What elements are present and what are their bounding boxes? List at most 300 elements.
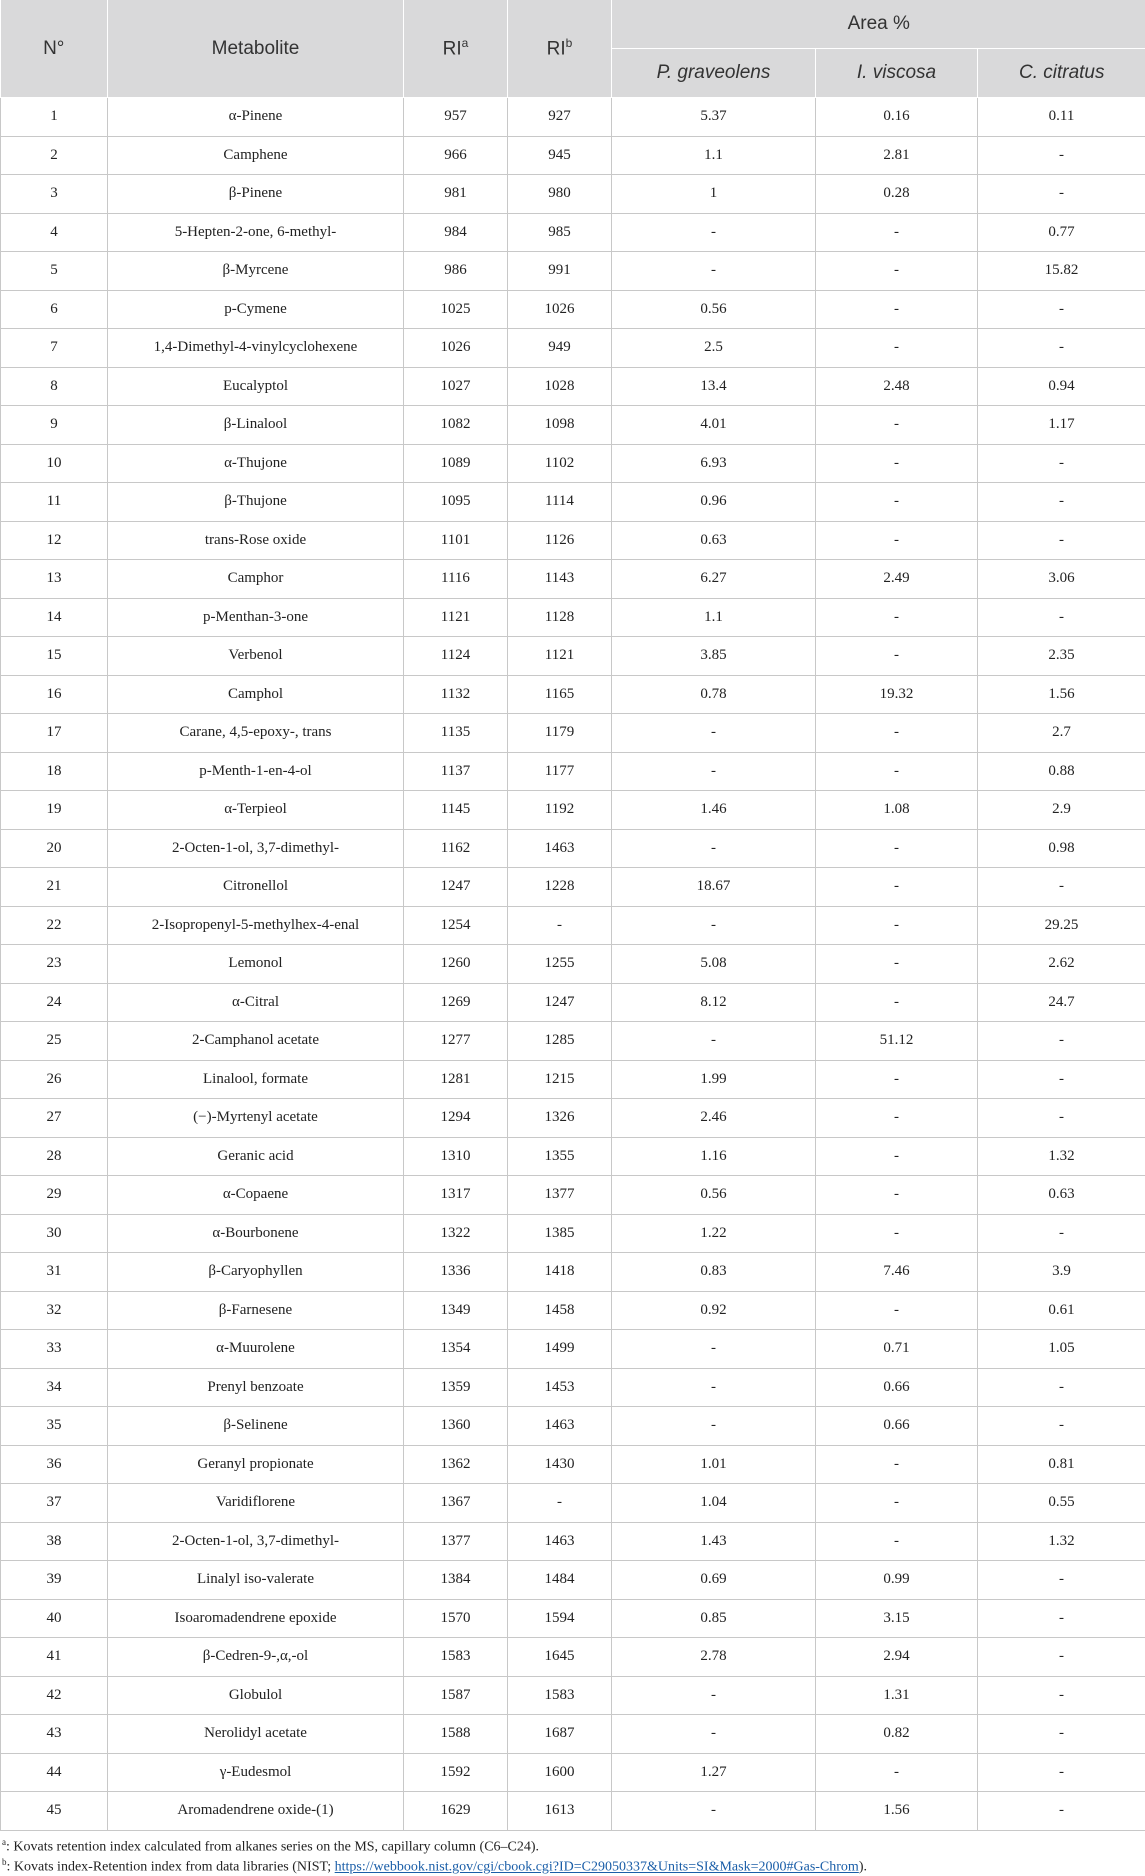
cell-ri-b: 1583 xyxy=(508,1676,612,1715)
cell-number: 19 xyxy=(1,791,108,830)
cell-number: 14 xyxy=(1,598,108,637)
cell-ri-b: 1285 xyxy=(508,1022,612,1061)
cell-metabolite: α-Terpieol xyxy=(108,791,404,830)
cell-i-viscosa: - xyxy=(816,290,978,329)
cell-p-graveolens: - xyxy=(612,829,816,868)
cell-metabolite: Eucalyptol xyxy=(108,367,404,406)
cell-i-viscosa: 51.12 xyxy=(816,1022,978,1061)
cell-ri-a: 1384 xyxy=(404,1561,508,1600)
cell-ri-b: 1228 xyxy=(508,868,612,907)
cell-p-graveolens: - xyxy=(612,1330,816,1369)
cell-c-citratus: 29.25 xyxy=(978,906,1145,945)
cell-ri-b: 1255 xyxy=(508,945,612,984)
cell-number: 40 xyxy=(1,1599,108,1638)
cell-c-citratus: - xyxy=(978,1753,1145,1792)
cell-c-citratus: - xyxy=(978,444,1145,483)
cell-ri-a: 1026 xyxy=(404,329,508,368)
table-row xyxy=(1,1022,1145,1061)
table-row xyxy=(1,1599,1145,1638)
cell-ri-a: 1132 xyxy=(404,675,508,714)
cell-i-viscosa: - xyxy=(816,213,978,252)
cell-metabolite: 2-Isopropenyl-5-methylhex-4-enal xyxy=(108,906,404,945)
cell-metabolite: β-Farnesene xyxy=(108,1291,404,1330)
cell-ri-b: 1098 xyxy=(508,406,612,445)
table-row xyxy=(1,483,1145,522)
cell-c-citratus: - xyxy=(978,1060,1145,1099)
cell-c-citratus: - xyxy=(978,1022,1145,1061)
cell-ri-b: 1177 xyxy=(508,752,612,791)
cell-metabolite: Linalool, formate xyxy=(108,1060,404,1099)
cell-p-graveolens: 1.43 xyxy=(612,1522,816,1561)
nist-link[interactable]: https://webbook.nist.gov/cgi/cbook.cgi?ID=C29050337&Units=SI&Mask=2000#Gas-Chrom xyxy=(335,1860,859,1875)
cell-number: 17 xyxy=(1,714,108,753)
cell-ri-b: 1128 xyxy=(508,598,612,637)
cell-p-graveolens: 0.78 xyxy=(612,675,816,714)
cell-number: 2 xyxy=(1,136,108,175)
table-row xyxy=(1,1676,1145,1715)
cell-p-graveolens: - xyxy=(612,714,816,753)
table-row xyxy=(1,1291,1145,1330)
cell-c-citratus: - xyxy=(978,329,1145,368)
cell-number: 10 xyxy=(1,444,108,483)
cell-ri-b: - xyxy=(508,1484,612,1523)
cell-ri-b: 1179 xyxy=(508,714,612,753)
cell-i-viscosa: 7.46 xyxy=(816,1253,978,1292)
cell-ri-b: 927 xyxy=(508,98,612,137)
cell-number: 27 xyxy=(1,1099,108,1138)
cell-c-citratus: - xyxy=(978,1792,1145,1831)
table-row xyxy=(1,1176,1145,1215)
cell-number: 24 xyxy=(1,983,108,1022)
cell-ri-a: 1101 xyxy=(404,521,508,560)
cell-number: 38 xyxy=(1,1522,108,1561)
cell-p-graveolens: 2.78 xyxy=(612,1638,816,1677)
cell-metabolite: β-Caryophyllen xyxy=(108,1253,404,1292)
cell-ri-b: 1499 xyxy=(508,1330,612,1369)
cell-ri-a: 1377 xyxy=(404,1522,508,1561)
cell-p-graveolens: 0.85 xyxy=(612,1599,816,1638)
cell-i-viscosa: 0.28 xyxy=(816,175,978,214)
cell-i-viscosa: - xyxy=(816,483,978,522)
cell-p-graveolens: 0.96 xyxy=(612,483,816,522)
cell-number: 32 xyxy=(1,1291,108,1330)
cell-metabolite: α-Copaene xyxy=(108,1176,404,1215)
cell-p-graveolens: 0.56 xyxy=(612,1176,816,1215)
cell-p-graveolens: 5.37 xyxy=(612,98,816,137)
cell-p-graveolens: - xyxy=(612,1407,816,1446)
cell-ri-a: 1162 xyxy=(404,829,508,868)
cell-number: 39 xyxy=(1,1561,108,1600)
cell-p-graveolens: - xyxy=(612,752,816,791)
cell-metabolite: Verbenol xyxy=(108,637,404,676)
cell-metabolite: Camphol xyxy=(108,675,404,714)
cell-p-graveolens: 6.27 xyxy=(612,560,816,599)
cell-i-viscosa: 0.82 xyxy=(816,1715,978,1754)
cell-metabolite: 5-Hepten-2-one, 6-methyl- xyxy=(108,213,404,252)
header-p-graveolens: P. graveolens xyxy=(612,49,816,98)
cell-number: 28 xyxy=(1,1137,108,1176)
cell-p-graveolens: 0.92 xyxy=(612,1291,816,1330)
cell-ri-a: 1082 xyxy=(404,406,508,445)
cell-ri-b: 1463 xyxy=(508,1407,612,1446)
cell-c-citratus: 3.06 xyxy=(978,560,1145,599)
cell-i-viscosa: 19.32 xyxy=(816,675,978,714)
cell-ri-b: 1463 xyxy=(508,1522,612,1561)
table-row xyxy=(1,1484,1145,1523)
cell-number: 4 xyxy=(1,213,108,252)
cell-c-citratus: 2.35 xyxy=(978,637,1145,676)
cell-c-citratus: - xyxy=(978,1099,1145,1138)
header-number: N° xyxy=(1,0,108,98)
cell-number: 22 xyxy=(1,906,108,945)
cell-i-viscosa: 2.94 xyxy=(816,1638,978,1677)
header-i-viscosa: I. viscosa xyxy=(816,49,978,98)
cell-metabolite: 2-Camphanol acetate xyxy=(108,1022,404,1061)
cell-metabolite: β-Myrcene xyxy=(108,252,404,291)
cell-metabolite: α-Citral xyxy=(108,983,404,1022)
table-row xyxy=(1,329,1145,368)
table-row xyxy=(1,136,1145,175)
table-row xyxy=(1,906,1145,945)
cell-metabolite: Lemonol xyxy=(108,945,404,984)
cell-i-viscosa: 0.99 xyxy=(816,1561,978,1600)
cell-p-graveolens: - xyxy=(612,1676,816,1715)
cell-i-viscosa: 2.81 xyxy=(816,136,978,175)
cell-i-viscosa: - xyxy=(816,444,978,483)
cell-ri-a: 966 xyxy=(404,136,508,175)
cell-c-citratus: 1.32 xyxy=(978,1522,1145,1561)
cell-c-citratus: - xyxy=(978,521,1145,560)
cell-ri-a: 1294 xyxy=(404,1099,508,1138)
cell-p-graveolens: 18.67 xyxy=(612,868,816,907)
header-ri-a: $RI^a$ xyxy=(404,0,508,98)
cell-i-viscosa: - xyxy=(816,329,978,368)
cell-c-citratus: - xyxy=(978,1407,1145,1446)
cell-i-viscosa: - xyxy=(816,1214,978,1253)
cell-c-citratus: 0.55 xyxy=(978,1484,1145,1523)
cell-c-citratus: 1.17 xyxy=(978,406,1145,445)
cell-metabolite: Aromadendrene oxide-(1) xyxy=(108,1792,404,1831)
cell-p-graveolens: 1.27 xyxy=(612,1753,816,1792)
cell-ri-b: 980 xyxy=(508,175,612,214)
cell-p-graveolens: 2.46 xyxy=(612,1099,816,1138)
cell-p-graveolens: 0.83 xyxy=(612,1253,816,1292)
cell-ri-b: 1192 xyxy=(508,791,612,830)
cell-i-viscosa: 3.15 xyxy=(816,1599,978,1638)
table-row xyxy=(1,1137,1145,1176)
cell-c-citratus: - xyxy=(978,1638,1145,1677)
cell-ri-b: 1126 xyxy=(508,521,612,560)
cell-p-graveolens: 0.63 xyxy=(612,521,816,560)
cell-number: 20 xyxy=(1,829,108,868)
table-row xyxy=(1,1445,1145,1484)
cell-c-citratus: 2.9 xyxy=(978,791,1145,830)
cell-ri-b: 1687 xyxy=(508,1715,612,1754)
cell-i-viscosa: 0.66 xyxy=(816,1368,978,1407)
cell-number: 12 xyxy=(1,521,108,560)
cell-i-viscosa: - xyxy=(816,868,978,907)
cell-metabolite: p-Menth-1-en-4-ol xyxy=(108,752,404,791)
cell-c-citratus: 3.9 xyxy=(978,1253,1145,1292)
cell-ri-b: 1326 xyxy=(508,1099,612,1138)
cell-ri-a: 1587 xyxy=(404,1676,508,1715)
cell-p-graveolens: - xyxy=(612,213,816,252)
cell-ri-b: 1453 xyxy=(508,1368,612,1407)
cell-number: 45 xyxy=(1,1792,108,1831)
cell-number: 35 xyxy=(1,1407,108,1446)
table-header xyxy=(1,0,1145,98)
table-row xyxy=(1,868,1145,907)
cell-c-citratus: 1.56 xyxy=(978,675,1145,714)
table-row xyxy=(1,560,1145,599)
cell-p-graveolens: 4.01 xyxy=(612,406,816,445)
cell-i-viscosa: - xyxy=(816,906,978,945)
cell-c-citratus: - xyxy=(978,1676,1145,1715)
cell-metabolite: β-Linalool xyxy=(108,406,404,445)
cell-c-citratus: 2.62 xyxy=(978,945,1145,984)
cell-i-viscosa: - xyxy=(816,1445,978,1484)
cell-ri-a: 1277 xyxy=(404,1022,508,1061)
cell-ri-b: 1355 xyxy=(508,1137,612,1176)
cell-ri-b: 1463 xyxy=(508,829,612,868)
cell-i-viscosa: - xyxy=(816,752,978,791)
cell-c-citratus: - xyxy=(978,598,1145,637)
cell-ri-b: 991 xyxy=(508,252,612,291)
cell-ri-b: 1102 xyxy=(508,444,612,483)
cell-p-graveolens: 0.69 xyxy=(612,1561,816,1600)
table-row xyxy=(1,1407,1145,1446)
cell-metabolite: α-Pinene xyxy=(108,98,404,137)
cell-ri-a: 1629 xyxy=(404,1792,508,1831)
table-row xyxy=(1,1715,1145,1754)
cell-i-viscosa: - xyxy=(816,983,978,1022)
cell-metabolite: β-Pinene xyxy=(108,175,404,214)
cell-number: 42 xyxy=(1,1676,108,1715)
table-row xyxy=(1,791,1145,830)
table-row xyxy=(1,213,1145,252)
cell-c-citratus: - xyxy=(978,290,1145,329)
cell-number: 43 xyxy=(1,1715,108,1754)
cell-p-graveolens: 1.46 xyxy=(612,791,816,830)
cell-p-graveolens: - xyxy=(612,1022,816,1061)
table-row xyxy=(1,98,1145,137)
cell-number: 21 xyxy=(1,868,108,907)
cell-p-graveolens: - xyxy=(612,906,816,945)
cell-metabolite: Geranyl propionate xyxy=(108,1445,404,1484)
cell-ri-a: 984 xyxy=(404,213,508,252)
cell-p-graveolens: 5.08 xyxy=(612,945,816,984)
cell-i-viscosa: - xyxy=(816,1753,978,1792)
cell-number: 34 xyxy=(1,1368,108,1407)
cell-metabolite: α-Muurolene xyxy=(108,1330,404,1369)
cell-number: 6 xyxy=(1,290,108,329)
cell-ri-a: 1362 xyxy=(404,1445,508,1484)
cell-ri-a: 1124 xyxy=(404,637,508,676)
cell-c-citratus: 2.7 xyxy=(978,714,1145,753)
cell-ri-a: 1089 xyxy=(404,444,508,483)
cell-p-graveolens: 1.01 xyxy=(612,1445,816,1484)
cell-c-citratus: - xyxy=(978,868,1145,907)
cell-metabolite: Prenyl benzoate xyxy=(108,1368,404,1407)
cell-number: 41 xyxy=(1,1638,108,1677)
cell-number: 37 xyxy=(1,1484,108,1523)
cell-p-graveolens: 1.04 xyxy=(612,1484,816,1523)
cell-c-citratus: - xyxy=(978,1599,1145,1638)
cell-ri-b: 1247 xyxy=(508,983,612,1022)
table-row xyxy=(1,1330,1145,1369)
cell-ri-a: 1336 xyxy=(404,1253,508,1292)
table-row xyxy=(1,1638,1145,1677)
cell-ri-b: 1143 xyxy=(508,560,612,599)
cell-metabolite: Camphor xyxy=(108,560,404,599)
table-row xyxy=(1,1368,1145,1407)
cell-metabolite: Camphene xyxy=(108,136,404,175)
cell-ri-b: 1114 xyxy=(508,483,612,522)
cell-p-graveolens: 2.5 xyxy=(612,329,816,368)
cell-metabolite: trans-Rose oxide xyxy=(108,521,404,560)
cell-metabolite: 1,4-Dimethyl-4-vinylcyclohexene xyxy=(108,329,404,368)
cell-i-viscosa: - xyxy=(816,252,978,291)
table-row xyxy=(1,1253,1145,1292)
cell-p-graveolens: 1.16 xyxy=(612,1137,816,1176)
cell-metabolite: Varidiflorene xyxy=(108,1484,404,1523)
cell-i-viscosa: - xyxy=(816,1484,978,1523)
cell-metabolite: γ-Eudesmol xyxy=(108,1753,404,1792)
table-row xyxy=(1,444,1145,483)
cell-i-viscosa: - xyxy=(816,1176,978,1215)
cell-p-graveolens: 6.93 xyxy=(612,444,816,483)
cell-ri-a: 1359 xyxy=(404,1368,508,1407)
cell-c-citratus: 0.88 xyxy=(978,752,1145,791)
table-row xyxy=(1,406,1145,445)
cell-ri-b: - xyxy=(508,906,612,945)
cell-p-graveolens: 0.56 xyxy=(612,290,816,329)
cell-i-viscosa: 2.49 xyxy=(816,560,978,599)
cell-ri-b: 1430 xyxy=(508,1445,612,1484)
cell-number: 11 xyxy=(1,483,108,522)
cell-number: 3 xyxy=(1,175,108,214)
cell-number: 44 xyxy=(1,1753,108,1792)
cell-c-citratus: 0.81 xyxy=(978,1445,1145,1484)
cell-ri-b: 1645 xyxy=(508,1638,612,1677)
footnote-a: $^a$: Kovats retention index calculated from alkanes series on the MS, capillary column (C6–C24). xyxy=(2,1837,539,1856)
cell-c-citratus: - xyxy=(978,483,1145,522)
cell-number: 36 xyxy=(1,1445,108,1484)
cell-p-graveolens: 3.85 xyxy=(612,637,816,676)
cell-number: 9 xyxy=(1,406,108,445)
cell-c-citratus: - xyxy=(978,1368,1145,1407)
cell-number: 8 xyxy=(1,367,108,406)
cell-ri-a: 1247 xyxy=(404,868,508,907)
cell-metabolite: p-Cymene xyxy=(108,290,404,329)
cell-ri-b: 1418 xyxy=(508,1253,612,1292)
cell-c-citratus: - xyxy=(978,1561,1145,1600)
cell-p-graveolens: 1 xyxy=(612,175,816,214)
cell-metabolite: β-Selinene xyxy=(108,1407,404,1446)
cell-ri-a: 1354 xyxy=(404,1330,508,1369)
cell-ri-a: 1322 xyxy=(404,1214,508,1253)
cell-p-graveolens: 1.1 xyxy=(612,598,816,637)
cell-c-citratus: 24.7 xyxy=(978,983,1145,1022)
cell-ri-b: 985 xyxy=(508,213,612,252)
cell-ri-b: 1385 xyxy=(508,1214,612,1253)
cell-ri-a: 1349 xyxy=(404,1291,508,1330)
cell-number: 5 xyxy=(1,252,108,291)
cell-c-citratus: 0.63 xyxy=(978,1176,1145,1215)
table-row xyxy=(1,521,1145,560)
cell-ri-a: 1588 xyxy=(404,1715,508,1754)
cell-ri-a: 1145 xyxy=(404,791,508,830)
cell-ri-b: 1484 xyxy=(508,1561,612,1600)
table-row xyxy=(1,175,1145,214)
cell-number: 30 xyxy=(1,1214,108,1253)
cell-metabolite: β-Cedren-9-,α,-ol xyxy=(108,1638,404,1677)
cell-p-graveolens: - xyxy=(612,1792,816,1831)
cell-number: 25 xyxy=(1,1022,108,1061)
cell-c-citratus: 15.82 xyxy=(978,252,1145,291)
cell-ri-a: 1317 xyxy=(404,1176,508,1215)
cell-ri-a: 1027 xyxy=(404,367,508,406)
cell-c-citratus: 1.05 xyxy=(978,1330,1145,1369)
cell-number: 15 xyxy=(1,637,108,676)
cell-ri-a: 957 xyxy=(404,98,508,137)
cell-i-viscosa: - xyxy=(816,598,978,637)
cell-i-viscosa: - xyxy=(816,1060,978,1099)
table-row xyxy=(1,1561,1145,1600)
cell-p-graveolens: 1.1 xyxy=(612,136,816,175)
cell-c-citratus: 0.98 xyxy=(978,829,1145,868)
cell-p-graveolens: 1.22 xyxy=(612,1214,816,1253)
cell-metabolite: α-Thujone xyxy=(108,444,404,483)
cell-i-viscosa: 0.16 xyxy=(816,98,978,137)
table-row xyxy=(1,714,1145,753)
cell-c-citratus: 0.77 xyxy=(978,213,1145,252)
table-row xyxy=(1,1214,1145,1253)
header-c-citratus: C. citratus xyxy=(978,49,1145,98)
cell-i-viscosa: 2.48 xyxy=(816,367,978,406)
header-area-percent: Area % xyxy=(612,0,1145,49)
table-row xyxy=(1,598,1145,637)
table-row xyxy=(1,829,1145,868)
cell-ri-a: 1095 xyxy=(404,483,508,522)
cell-ri-b: 949 xyxy=(508,329,612,368)
cell-number: 18 xyxy=(1,752,108,791)
cell-p-graveolens: - xyxy=(612,1715,816,1754)
cell-i-viscosa: - xyxy=(816,945,978,984)
table-body xyxy=(1,98,1145,1831)
cell-ri-a: 1137 xyxy=(404,752,508,791)
cell-c-citratus: - xyxy=(978,1715,1145,1754)
cell-metabolite: Isoaromadendrene epoxide xyxy=(108,1599,404,1638)
cell-number: 23 xyxy=(1,945,108,984)
cell-metabolite: (−)-Myrtenyl acetate xyxy=(108,1099,404,1138)
cell-ri-a: 1254 xyxy=(404,906,508,945)
cell-ri-a: 1269 xyxy=(404,983,508,1022)
cell-i-viscosa: - xyxy=(816,1137,978,1176)
cell-ri-b: 1594 xyxy=(508,1599,612,1638)
cell-p-graveolens: - xyxy=(612,252,816,291)
cell-i-viscosa: 1.31 xyxy=(816,1676,978,1715)
cell-number: 29 xyxy=(1,1176,108,1215)
cell-i-viscosa: - xyxy=(816,714,978,753)
header-metabolite: Metabolite xyxy=(108,0,404,98)
cell-c-citratus: 1.32 xyxy=(978,1137,1145,1176)
cell-i-viscosa: - xyxy=(816,406,978,445)
cell-ri-a: 1592 xyxy=(404,1753,508,1792)
cell-i-viscosa: - xyxy=(816,521,978,560)
cell-i-viscosa: - xyxy=(816,1099,978,1138)
cell-ri-b: 1458 xyxy=(508,1291,612,1330)
